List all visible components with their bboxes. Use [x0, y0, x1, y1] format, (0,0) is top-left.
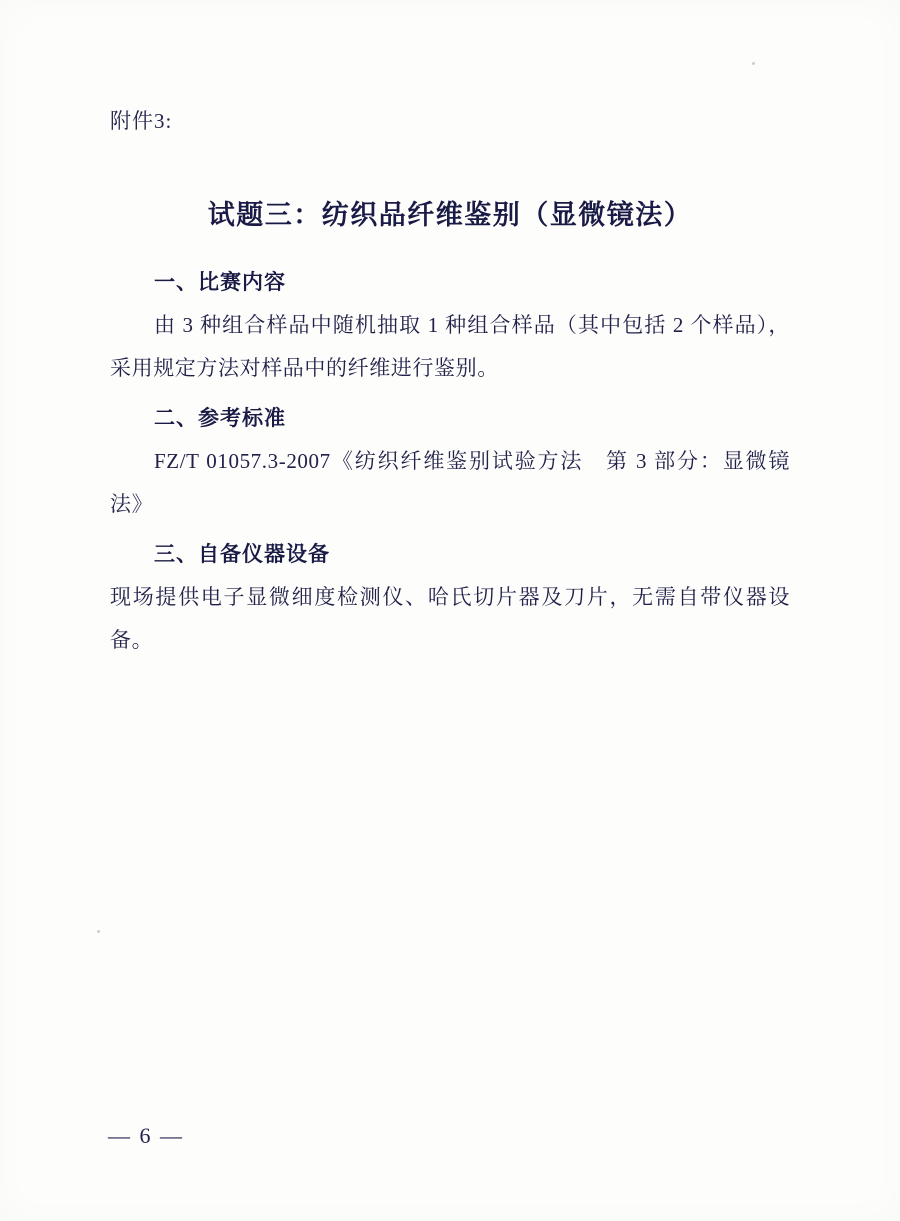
section-paragraph: 由 3 种组合样品中随机抽取 1 种组合样品（其中包括 2 个样品），采用规定方法对样品中的纤维进行鉴别。 — [110, 313, 790, 380]
section-heading: 一、比赛内容 — [154, 270, 286, 294]
attachment-label: 附件3: — [110, 109, 173, 133]
document-body — [110, 105, 790, 662]
scan-speck — [97, 930, 100, 933]
section-paragraph: FZ/T 01057.3-2007《纺织纤维鉴别试验方法 第 3 部分：显微镜法》 — [110, 449, 790, 516]
section-competition-content — [110, 266, 790, 390]
section-heading: 三、自备仪器设备 — [154, 542, 330, 566]
page-number: — 6 — — [108, 1123, 184, 1148]
scan-speck — [752, 62, 755, 65]
section-heading: 二、参考标准 — [154, 406, 286, 430]
section-self-provided-equipment — [110, 538, 790, 662]
page-title: 试题三：纺织品纤维鉴别（显微镜法） — [207, 200, 693, 230]
section-paragraph: 现场提供电子显微细度检测仪、哈氏切片器及刀片，无需自带仪器设备。 — [110, 585, 790, 652]
section-reference-standard — [110, 402, 790, 526]
